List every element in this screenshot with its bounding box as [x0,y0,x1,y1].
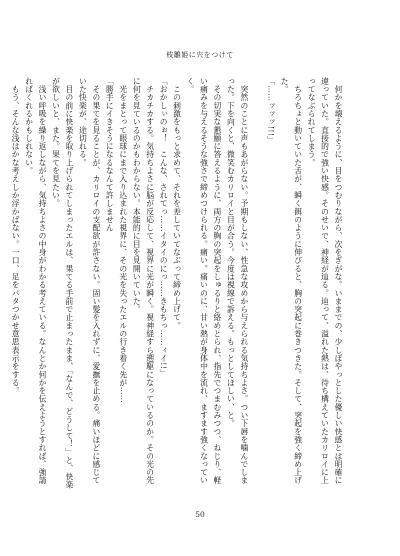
paragraph: ちろちょと動いていた舌が、瞬く餌のように伸びると、胸の突起に巻きつきた。そして、突起を強く締め上げた。 [280,77,303,485]
paragraph: 目の前に快楽を取り上げられてしまったエルは、果てる手前で止まったまま、「なんで、どうして！」と、快楽が欲しいと、また。果てを見たい。 [51,77,74,489]
paragraph: 何かを壊えるように、目をつむりながら、次をぎがな。いままでの、少しぼやっとした優しい快感とは明確に違っていた。直接的で強い快感。そのせいで、神経が辿る。辿って、溢れた熱は、待ち構えていたカリロイに上ってなぶられてしまう。 [307,77,343,485]
paragraph: 突然のことに声もあがらない。予期もしない、性急な攻めから与えられる気持ちよさ。つい下唇を噛んでしまった。下を向くと、微笑むカリロイと目が合う。今度は視線で訴える。もっとしてほしい、と。 [226,77,249,485]
blank-line [251,77,264,492]
vertical-body-text [11,77,345,492]
paragraph: チカチカする。気持ちよさに脳が反応して、視界に光が瞬く。視神経すら遡駆になっているのか。その光の先に何を見ているのかもわからない。本能的に目を見開いていた。 [132,77,155,485]
page-number: 50 [195,510,205,519]
paragraph: 「……ッッッ!!!」 [266,77,276,145]
paragraph: この刺激をもっと求めて、それを差していてなぶって締め上げて。 [172,77,182,330]
paragraph: 「おかしぃのぉ！ こんな、されてっ……イタイのにっ……きもちっ……ィイ!!」 [159,77,169,378]
paragraph: その切実な懇願に答えるように、両方の胸の突起をしゅるりと絡めとられ、指先でつまむみつつ、ねじり、軽い痛みを与えるそうな強さで締めつけられる。痛い。痛いのに、甘い熱が身体中を流れ、ますます強くなっていく。 [186,77,222,485]
paragraph: その果てを見ることが、カリロイの支配欲が許さない。固い髪を入れずに、愛撫を止める。痛いほどに感じていた快楽が、途切れる。 [78,77,101,485]
paragraph: もう、そんな浅はかな考えしか浮かばない。一口、足をバタつかせ意思表示をする。 [11,77,21,395]
paragraph: 「勝手にイきそうになるなんて許しません [105,77,115,232]
paragraph: 浅い呼吸を繰り返しながら、気持ちよさの中身がわかる考えている。なんとか何かを伝えようとすれば、強請ればくれるかもしれない。 [24,77,48,485]
running-header: 枝雛姫に宍をつけて [166,51,234,59]
paragraph: 光をまとって眼球にまで入り込まれた視界に、その光を失ったエルの行き着く先が…… [118,77,128,403]
